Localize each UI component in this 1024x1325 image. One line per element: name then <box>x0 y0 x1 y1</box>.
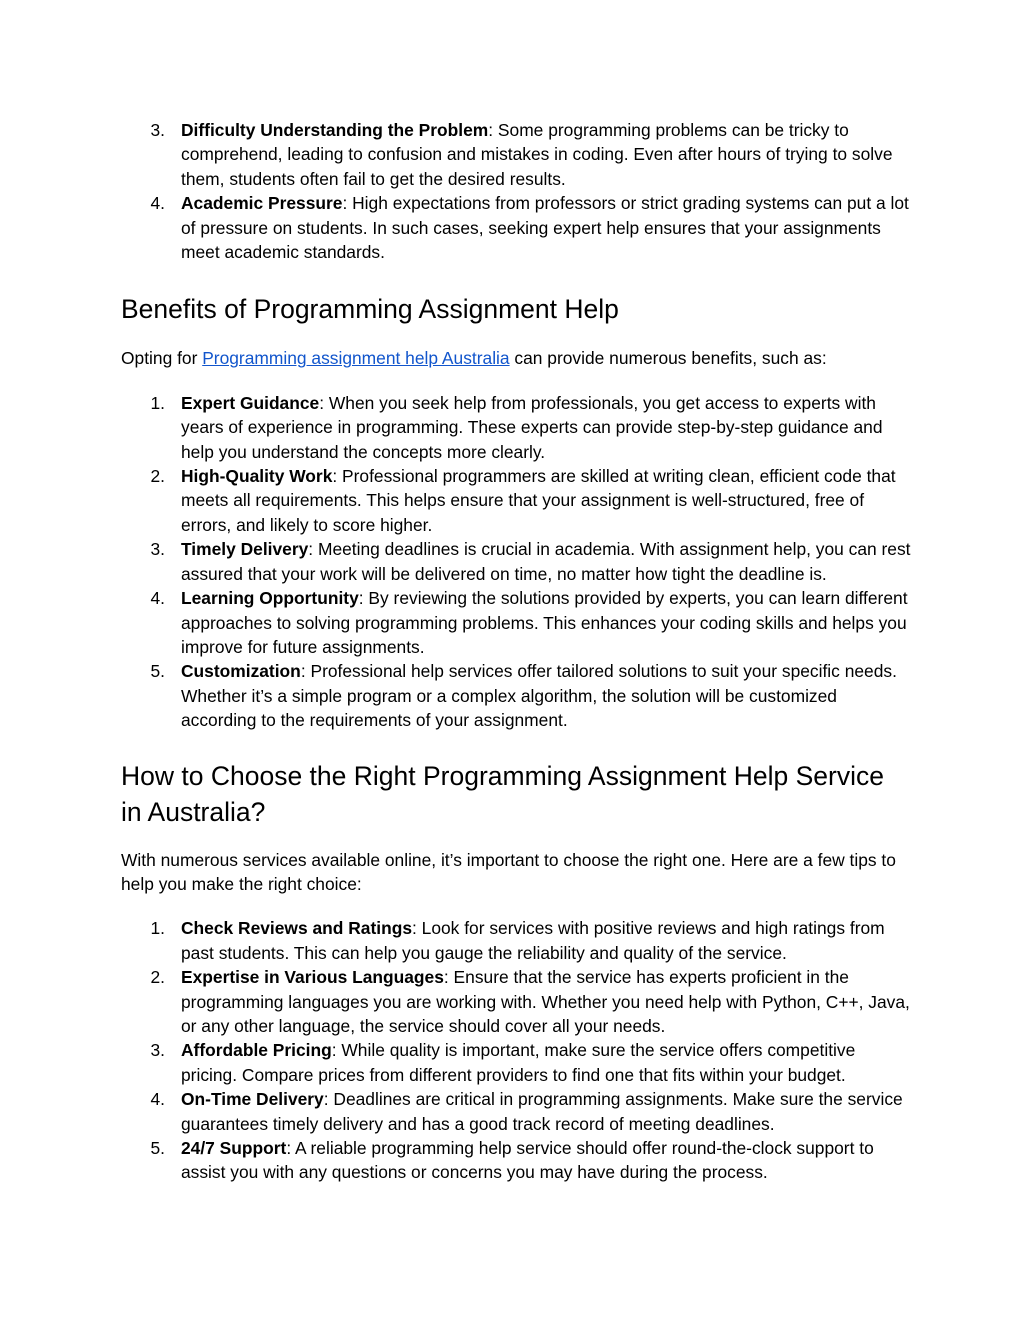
benefits-heading: Benefits of Programming Assignment Help <box>121 294 619 325</box>
list-item <box>121 391 911 464</box>
choose-heading: How to Choose the Right Programming Assignment Help Service in Australia? <box>121 760 884 827</box>
list-term: Affordable Pricing <box>181 1040 332 1061</box>
list-text: : Deadlines are critical in programming assignments. Make sure the service guarantees timely delivery and has a good track record of meeting deadlines. <box>181 1089 903 1134</box>
list-item <box>121 1038 911 1087</box>
list-number: 4. <box>150 1089 165 1110</box>
list-text: : Some programming problems can be tricky to comprehend, leading to confusion and mistakes in coding. Even after hours of trying to solve them, students often fail to get the desired results. <box>181 120 893 189</box>
list-number: 1. <box>150 392 165 413</box>
list-number: 4. <box>150 193 165 214</box>
list-term: Expert Guidance <box>181 392 320 413</box>
list-number: 3. <box>150 120 165 140</box>
list-item <box>121 965 911 1038</box>
list-number: 3. <box>150 539 165 560</box>
list-text: : By reviewing the solutions provided by experts, you can learn different approaches to solving programming problems. This enhances your coding skills and helps you improve for future assignments. <box>181 588 908 657</box>
list-item <box>121 659 911 732</box>
list-text: : Meeting deadlines is crucial in academia. With assignment help, you can rest assured that your work will be delivered on time, no matter how tight the deadline is. <box>181 539 911 584</box>
list-term: On-Time Delivery <box>181 1089 324 1110</box>
list-term: Learning Opportunity <box>181 588 359 609</box>
list-term: Customization <box>181 661 301 682</box>
list-text: : Look for services with positive reviews and high ratings from past students. This can help you gauge the reliability and quality of the service. <box>181 918 885 963</box>
list-term: Check Reviews and Ratings <box>181 918 412 939</box>
list-number: 2. <box>150 466 165 487</box>
benefits-intro-after: can provide numerous benefits, such as: <box>509 348 827 369</box>
list-term: Timely Delivery <box>181 539 309 560</box>
list-item <box>121 537 911 586</box>
list-text: : Professional help services offer tailored solutions to suit your specific needs. Whether it’s a simple program or a complex algorithm, the solution will be customized according to the requirements of your assignment. <box>181 661 897 731</box>
list-term: Expertise in Various Languages <box>181 967 444 988</box>
list-number: 5. <box>150 661 165 682</box>
choose-intro: With numerous services available online, it’s important to choose the right one. Here are a few tips to help you make the right choice: <box>121 849 896 894</box>
list-number: 2. <box>150 967 165 988</box>
document-page <box>121 118 911 1185</box>
challenges-list <box>121 118 911 264</box>
list-item <box>121 586 911 659</box>
choose-list <box>121 916 911 1184</box>
list-item <box>121 1136 911 1185</box>
list-text: : When you seek help from professionals, you get access to experts with years of experience in programming. These experts can provide step-by-step guidance and help you understand the concepts more clearly. <box>181 392 883 462</box>
list-number: 1. <box>150 918 165 939</box>
list-text: : Ensure that the service has experts proficient in the programming languages you are working with. Whether you need help with Python, C++, Java, or any other language, the service should cover all your needs. <box>181 967 910 1036</box>
benefits-list <box>121 391 911 733</box>
list-text: : Professional programmers are skilled at writing clean, efficient code that meets all requirements. This helps ensure that your assignment is well-structured, free of errors, and likely to score higher. <box>181 466 896 535</box>
list-term: 24/7 Support <box>181 1138 287 1158</box>
list-number: 4. <box>150 588 165 609</box>
list-number: 5. <box>150 1138 165 1158</box>
list-term: Difficulty Understanding the Problem <box>181 120 489 140</box>
programming-help-link[interactable]: Programming assignment help Australia <box>202 348 510 369</box>
benefits-intro <box>121 346 911 370</box>
list-item <box>121 916 911 965</box>
list-item <box>121 1087 911 1136</box>
list-text: : A reliable programming help service should offer round-the-clock support to assist you with any questions or concerns you may have during the process. <box>181 1138 874 1183</box>
list-item <box>121 191 911 264</box>
list-text: : While quality is important, make sure the service offers competitive pricing. Compare prices from different providers to find one that fits within your budget. <box>181 1040 856 1085</box>
list-item <box>121 118 911 191</box>
list-number: 3. <box>150 1040 165 1061</box>
list-term: High-Quality Work <box>181 466 333 487</box>
list-text: : High expectations from professors or strict grading systems can put a lot of pressure on students. In such cases, seeking expert help ensures that your assignments meet academic standards. <box>181 193 909 263</box>
benefits-intro-before: Opting for <box>121 348 203 369</box>
list-item <box>121 464 911 537</box>
list-term: Academic Pressure <box>181 193 343 214</box>
